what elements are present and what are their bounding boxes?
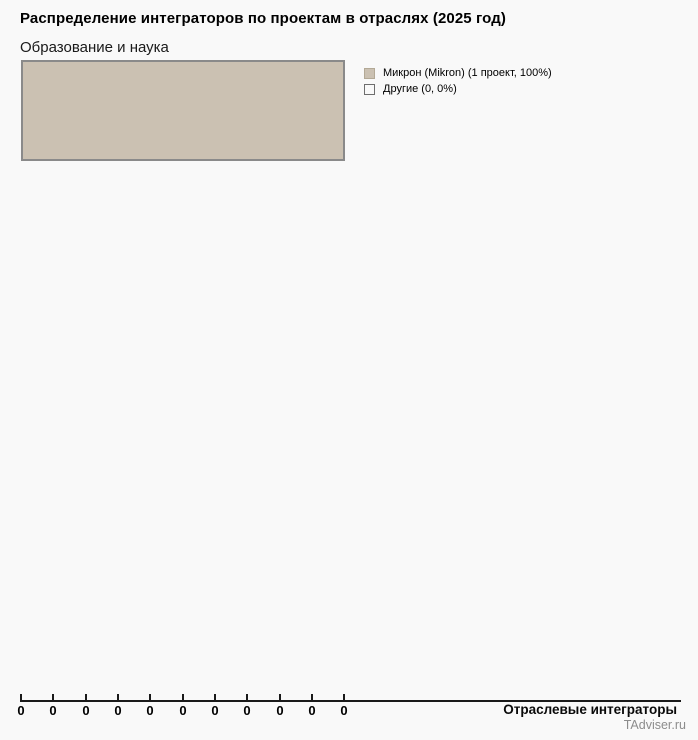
tick-mark	[311, 694, 313, 701]
tick-mark	[246, 694, 248, 701]
legend-label-other: Другие (0, 0%)	[383, 83, 457, 95]
legend	[364, 65, 552, 97]
tick-label: 0	[243, 703, 251, 718]
legend-swatch-other	[364, 84, 375, 95]
tick-mark	[85, 694, 87, 701]
x-axis-title: Отраслевые интеграторы	[503, 702, 677, 717]
tick-mark	[117, 694, 119, 701]
legend-item-other	[364, 81, 552, 97]
legend-item-mikron	[364, 65, 552, 81]
chart-title: Распределение интеграторов по проектам в отраслях (2025 год)	[20, 10, 506, 27]
tick-label: 0	[179, 703, 187, 718]
tick-mark	[20, 694, 22, 701]
legend-swatch-mikron	[364, 68, 375, 79]
tick-label: 0	[308, 703, 316, 718]
tick-label: 0	[17, 703, 25, 718]
tick-mark	[182, 694, 184, 701]
tick-label: 0	[82, 703, 90, 718]
chart-subtitle: Образование и наука	[20, 39, 169, 56]
bar-mikron-100pct	[21, 60, 345, 161]
tick-mark	[149, 694, 151, 701]
tick-label: 0	[146, 703, 154, 718]
tick-label: 0	[211, 703, 219, 718]
tick-label: 0	[114, 703, 122, 718]
tick-label: 0	[340, 703, 348, 718]
tick-mark	[52, 694, 54, 701]
tadviser-watermark: TAdviser.ru	[623, 718, 686, 732]
tick-label: 0	[49, 703, 57, 718]
tick-mark	[279, 694, 281, 701]
tick-mark	[343, 694, 345, 701]
tick-label: 0	[276, 703, 284, 718]
tick-mark	[214, 694, 216, 701]
legend-label-mikron: Микрон (Mikron) (1 проект, 100%)	[383, 67, 552, 79]
